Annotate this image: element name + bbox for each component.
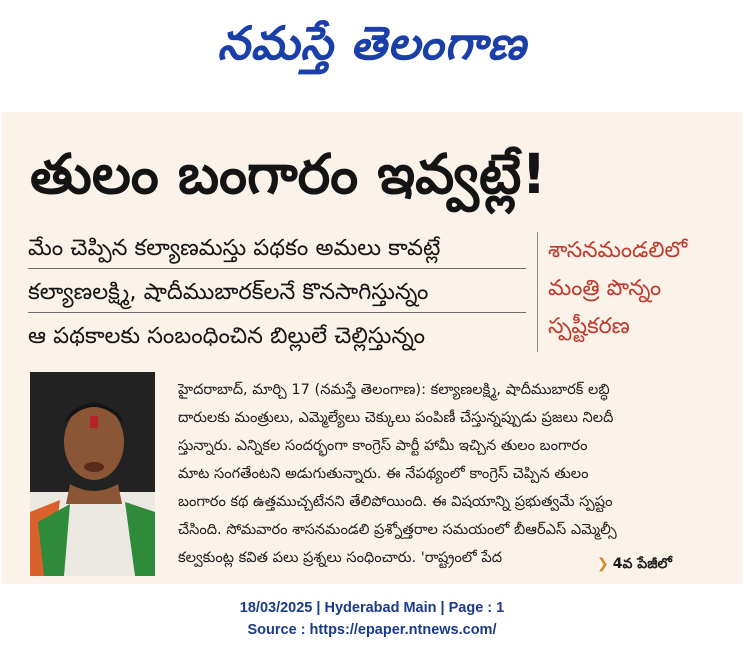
- edition-meta: 18/03/2025 | Hyderabad Main | Page : 1: [239, 600, 505, 616]
- body-line: మాట సంగతేంటని అడుగుతున్నారు. ఈ నేపథ్యంలో కాంగ్రెస్ చెప్పిన తులం: [178, 465, 589, 482]
- newspaper-masthead: నమస్తే తెలంగాణ: [217, 16, 527, 70]
- article-headline: తులం బంగారం ఇవ్వట్లే!: [30, 142, 547, 206]
- body-line: దారులకు మంత్రులు, ఎమ్మెల్యేలు చెక్కులు పంపిణీ చేస్తున్నప్పుడు ప్రజలు నిలదీ: [178, 409, 614, 426]
- minister-photo: [30, 372, 155, 576]
- body-line: హైదరాబాద్, మార్చి 17 (నమస్తే తెలంగాణ): కల్యాణలక్ష్మి, షాదీముబారక్ లబ్ధి: [178, 381, 610, 398]
- body-line: బంగారం కథ ఉత్తముచ్చటేనని తేలిపోయింది. ఈ విషయాన్ని ప్రభుత్వమే స్పష్టం: [178, 493, 613, 510]
- body-line: చేసింది. సోమవారం శాసనమండలి ప్రశ్నోత్తరాల సమయంలో బీఆర్‌ఎస్ ఎమ్మెల్సీ: [178, 521, 617, 538]
- continued-on-page: [597, 552, 722, 576]
- article-subheadline: [28, 228, 526, 358]
- body-line: స్తున్నారు. ఎన్నికల సందర్భంగా కాంగ్రెస్ పార్టీ హామీ ఇచ్చిన తులం బంగారం: [178, 437, 588, 454]
- article-kicker: [537, 232, 732, 352]
- continued-label: 4వ పేజీలో: [612, 556, 672, 572]
- subhead-line: కల్యాణలక్ష్మి, షాదీముబారక్‌లనే కొనసాగిస్తున్నం: [28, 272, 526, 313]
- kicker-line: శాసనమండలిలో: [548, 238, 688, 263]
- subhead-line: మేం చెప్పిన కల్యాణమస్తు పథకం అమలు కావట్లే: [28, 228, 526, 269]
- source-link[interactable]: Source : https://epaper.ntnews.com/: [247, 622, 497, 638]
- subhead-line: ఆ పథకాలకు సంబంధించిన బిల్లులే చెల్లిస్తున్నం: [28, 323, 426, 349]
- kicker-line: మంత్రి పొన్నం: [548, 276, 662, 301]
- kicker-line: స్పష్టీకరణ: [548, 314, 630, 339]
- chevron-right-icon: ❯: [597, 556, 609, 572]
- body-line: కల్వకుంట్ల కవిత పలు ప్రశ్నలు సంధించారు. 'రాష్ట్రంలో పేద: [178, 549, 503, 566]
- article-body: [178, 376, 734, 576]
